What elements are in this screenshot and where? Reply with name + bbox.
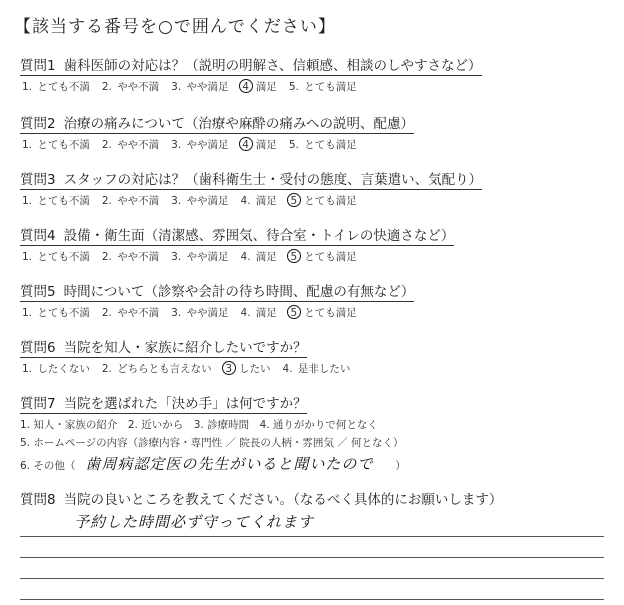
option-label: 満足: [255, 81, 277, 93]
instruction-header: 【該当する番号を○で囲んでください】: [14, 17, 336, 37]
option-label: とても満足: [304, 307, 357, 319]
option-number: 2.: [101, 307, 112, 319]
question-6-title: [20, 336, 307, 358]
answer-option-selected[interactable]: [239, 137, 277, 152]
answer-line: [20, 537, 604, 558]
q7-other-label: 6. その他（: [20, 460, 76, 472]
answer-option[interactable]: [100, 193, 159, 208]
question-number: 質問6: [20, 340, 56, 356]
option-number: 4: [239, 81, 253, 93]
answer-line: [20, 513, 604, 537]
answer-option[interactable]: [100, 361, 212, 376]
answer-options: [20, 137, 620, 152]
option-number: 2.: [101, 81, 112, 93]
option-number: 1.: [21, 251, 33, 263]
option-number: 5.: [288, 81, 299, 93]
q8-handwritten-answer: 予約した時間必ず守ってくれます: [74, 513, 315, 531]
question-1: [20, 54, 620, 94]
option-number: 2.: [101, 139, 112, 151]
option-number: 3.: [171, 307, 182, 319]
option-label: やや不満: [117, 307, 160, 319]
question-8: [20, 488, 620, 509]
option-number: 2.: [101, 195, 112, 207]
option-label: とても満足: [304, 81, 357, 93]
option-number: 4: [239, 139, 253, 151]
question-5: [20, 280, 620, 320]
question-number: 質問2: [20, 116, 56, 132]
question-2: [20, 112, 620, 152]
option-number: 4.: [240, 307, 251, 319]
answer-option[interactable]: [20, 305, 90, 320]
answer-option[interactable]: [20, 249, 90, 264]
option-number: 3: [222, 363, 236, 375]
question-7-number: 質問7: [20, 396, 56, 412]
answer-option[interactable]: [20, 361, 90, 376]
option-label: やや不満: [117, 139, 160, 151]
option-label: とても不満: [37, 251, 90, 263]
option-label: やや不満: [117, 81, 160, 93]
answer-option-selected[interactable]: [239, 79, 277, 94]
option-label: とても不満: [37, 307, 90, 319]
question-text: 設備・衛生面（清潔感、雰囲気、待合室・トイレの快適さなど）: [63, 228, 455, 244]
option-number: 1.: [21, 307, 33, 319]
q7-options-row-3: [20, 453, 620, 474]
answer-option[interactable]: [100, 249, 159, 264]
option-number: 1.: [21, 139, 33, 151]
option-number: 3.: [171, 81, 182, 93]
option-label: したくない: [37, 363, 90, 375]
answer-option[interactable]: [100, 305, 159, 320]
answer-options: [20, 305, 620, 320]
option-number: 3.: [171, 251, 182, 263]
answer-options: [20, 249, 620, 264]
option-label: やや不満: [117, 251, 160, 263]
option-label: とても満足: [304, 139, 357, 151]
answer-option[interactable]: [20, 193, 90, 208]
option-label: とても不満: [37, 81, 90, 93]
question-3-title: [20, 168, 482, 190]
answer-options: [20, 193, 620, 208]
option-number: 2.: [101, 363, 112, 375]
option-number: 1.: [21, 363, 33, 375]
answer-option-selected[interactable]: [287, 193, 357, 208]
option-label: 満足: [255, 307, 277, 319]
answer-lines: [20, 513, 604, 600]
answer-line: [20, 579, 604, 600]
question-7-title: [20, 392, 307, 414]
answer-option[interactable]: [239, 193, 277, 208]
question-text: 時間について（診察や会計の待ち時間、配慮の有無など）: [63, 284, 415, 300]
answer-option[interactable]: [169, 137, 228, 152]
answer-option[interactable]: [287, 137, 357, 152]
answer-option[interactable]: [239, 249, 277, 264]
question-8-title: [20, 488, 502, 509]
question-text: 当院を知人・家族に紹介したいですか？: [63, 340, 307, 356]
option-label: 是非したい: [297, 363, 351, 375]
option-label: やや満足: [186, 139, 229, 151]
question-number: 質問5: [20, 284, 56, 300]
option-number: 1.: [21, 81, 33, 93]
answer-line: [20, 558, 604, 579]
option-number: 3.: [171, 195, 182, 207]
answer-option[interactable]: [281, 361, 351, 376]
option-number: 4.: [282, 363, 293, 375]
answer-option[interactable]: [169, 193, 228, 208]
option-number: 3.: [171, 139, 182, 151]
question-7: [20, 392, 620, 474]
option-number: 5: [287, 307, 301, 319]
option-label: やや満足: [186, 81, 229, 93]
option-label: やや不満: [117, 195, 160, 207]
answer-option[interactable]: [169, 79, 228, 94]
question-4-title: [20, 224, 454, 246]
question-5-title: [20, 280, 414, 302]
answer-option[interactable]: [239, 305, 277, 320]
question-number: 質問4: [20, 228, 56, 244]
option-label: 満足: [255, 251, 277, 263]
option-number: 4.: [240, 195, 251, 207]
option-label: 満足: [255, 139, 277, 151]
question-number: 質問3: [20, 172, 56, 188]
option-number: 5: [287, 195, 301, 207]
question-8-number: 質問8: [20, 492, 56, 508]
question-6: [20, 336, 620, 376]
answer-option-selected[interactable]: [287, 249, 357, 264]
question-text: 治療の痛みについて（治療や麻酔の痛みへの説明、配慮）: [63, 116, 415, 132]
q7-options-row-2: 5. ホームページの内容（診療内容・専門性 ／ 院長の人柄・雰囲気 ／ 何となく）: [20, 437, 404, 449]
option-label: とても満足: [304, 251, 357, 263]
question-text: スタッフの対応は？（歯科衛生士・受付の態度、言葉遣い、気配り）: [63, 172, 483, 188]
answer-option[interactable]: [169, 249, 228, 264]
option-number: 1.: [21, 195, 33, 207]
option-label: やや満足: [186, 251, 229, 263]
option-number: 4.: [240, 251, 251, 263]
option-label: やや満足: [186, 307, 229, 319]
option-label: とても不満: [37, 195, 90, 207]
option-label: やや満足: [186, 195, 229, 207]
answer-option-selected[interactable]: [287, 305, 357, 320]
q7-other-handwritten-answer: 歯周病認定医の先生がいると聞いたので: [85, 455, 374, 473]
answer-option[interactable]: [20, 79, 90, 94]
question-text: 歯科医師の対応は？（説明の明解さ、信頼感、相談のしやすさなど）: [63, 58, 482, 74]
question-2-title: [20, 112, 414, 134]
answer-option[interactable]: [100, 137, 159, 152]
option-number: 5: [287, 251, 301, 263]
question-number: 質問1: [20, 58, 56, 74]
option-label: とても満足: [304, 195, 357, 207]
answer-option[interactable]: [100, 79, 159, 94]
question-4: [20, 224, 620, 264]
answer-option[interactable]: [20, 137, 90, 152]
answer-option[interactable]: [287, 79, 357, 94]
option-label: どちらとも言えない: [117, 363, 212, 375]
option-label: 満足: [255, 195, 277, 207]
option-label: したい: [239, 363, 271, 375]
answer-option-selected[interactable]: [222, 361, 271, 376]
q7-other-close: ）: [395, 460, 406, 472]
question-3: [20, 168, 620, 208]
option-label: とても不満: [37, 139, 90, 151]
answer-options: [20, 361, 620, 376]
option-number: 2.: [101, 251, 112, 263]
answer-options: [20, 79, 620, 94]
question-1-title: [20, 54, 482, 76]
answer-option[interactable]: [169, 305, 228, 320]
q7-options-row-1: 1. 知人・家族の紹介 2. 近いから 3. 診療時間 4. 通りがかりで何となく: [20, 419, 378, 431]
question-7-text: 当院を選ばれた「決め手」は何ですか？: [63, 396, 307, 412]
question-8-text: 当院の良いところを教えてください。（なるべく具体的にお願いします）: [63, 492, 503, 508]
option-number: 5.: [288, 139, 299, 151]
